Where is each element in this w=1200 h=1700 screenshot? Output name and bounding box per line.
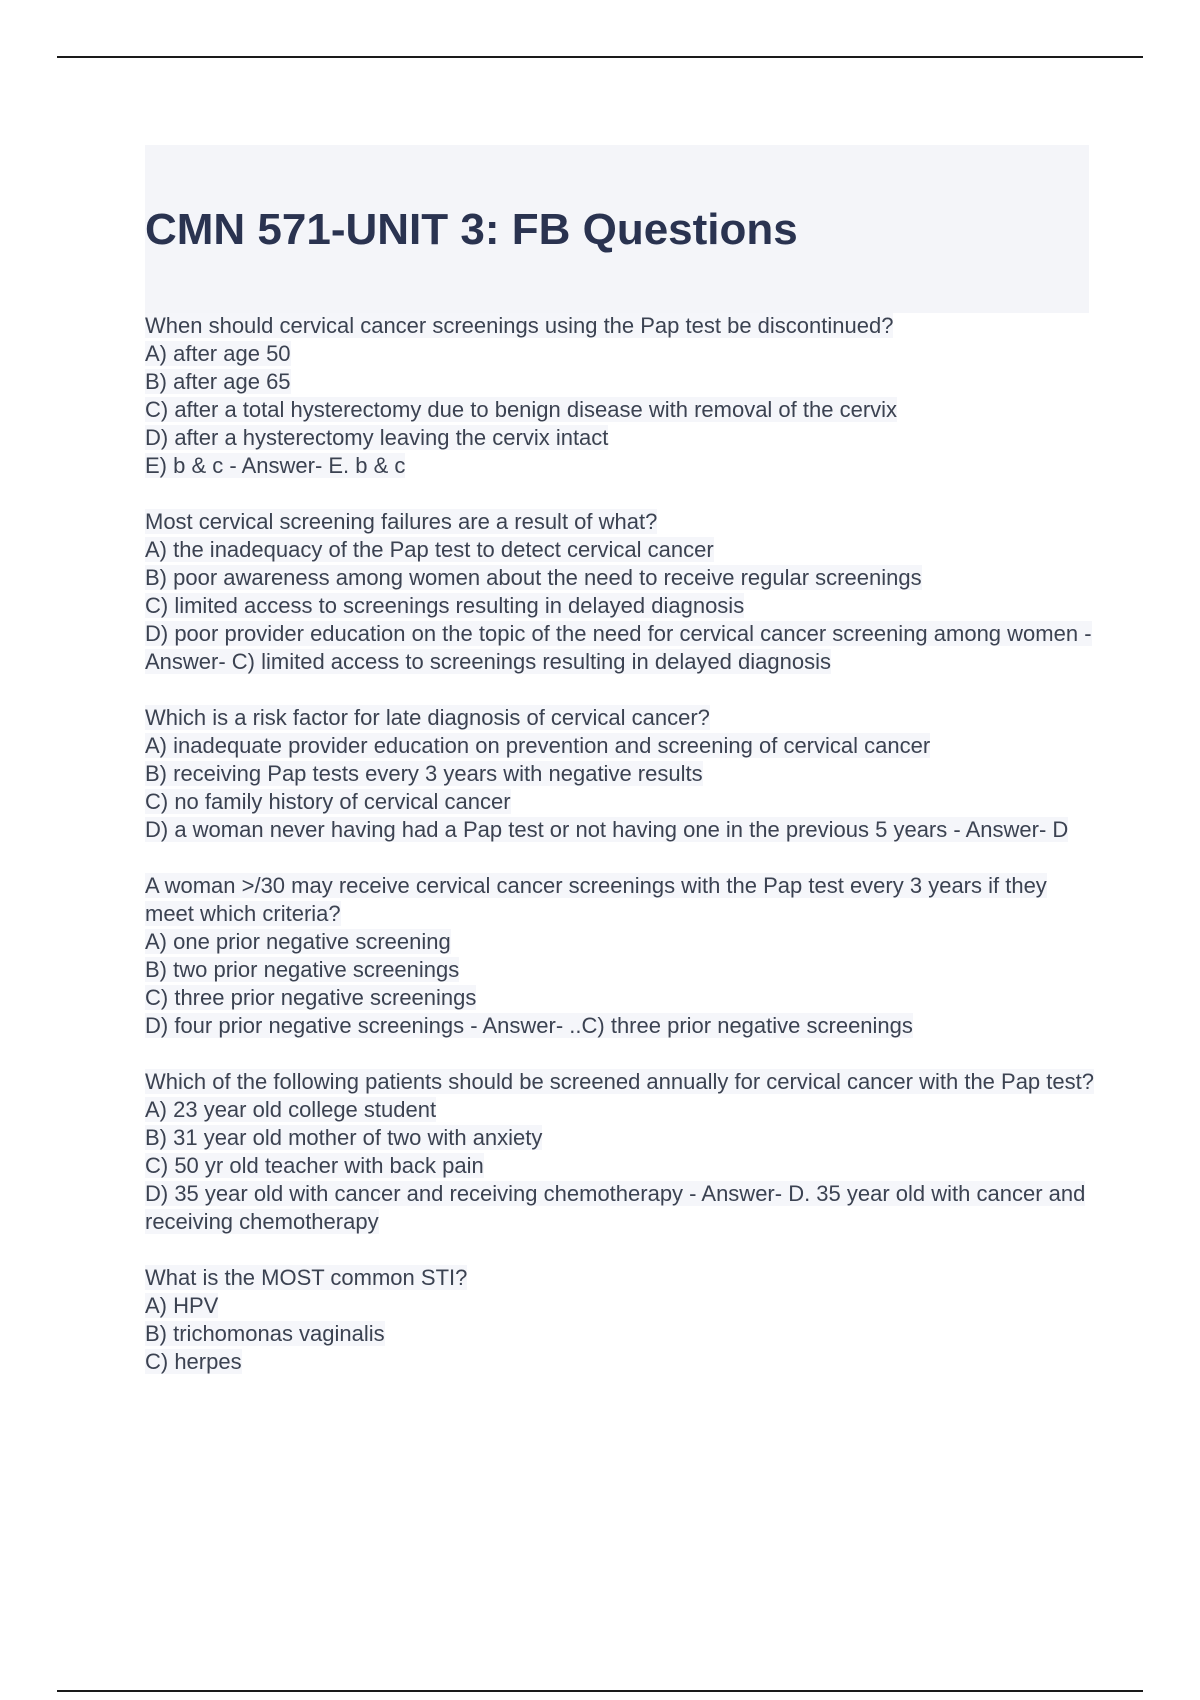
question-text: What is the MOST common STI? — [145, 1265, 468, 1290]
answer-option: D) four prior negative screenings - Answer- ..C) three prior negative screenings — [145, 1013, 913, 1038]
top-rule — [57, 56, 1143, 58]
bottom-rule — [57, 1690, 1143, 1692]
answer-option: D) 35 year old with cancer and receiving chemotherapy - Answer- D. 35 year old with cancer and receiving chemotherapy — [145, 1181, 1086, 1234]
question-text: Most cervical screening failures are a result of what? — [145, 509, 658, 534]
answer-option: C) herpes — [145, 1349, 242, 1374]
answer-option: A) inadequate provider education on prevention and screening of cervical cancer — [145, 733, 931, 758]
answer-option: A) 23 year old college student — [145, 1097, 437, 1122]
question-block — [145, 704, 1095, 844]
answer-option: A) the inadequacy of the Pap test to detect cervical cancer — [145, 537, 714, 562]
answer-option: B) 31 year old mother of two with anxiety — [145, 1125, 543, 1150]
question-block — [145, 1264, 1095, 1376]
question-text: Which of the following patients should be screened annually for cervical cancer with the Pap test? — [145, 1069, 1094, 1094]
question-block — [145, 1068, 1095, 1236]
answer-option: C) no family history of cervical cancer — [145, 789, 511, 814]
answer-option: A) after age 50 — [145, 341, 291, 366]
answer-option: A) one prior negative screening — [145, 929, 451, 954]
answer-option: D) a woman never having had a Pap test or not having one in the previous 5 years - Answer- D — [145, 817, 1069, 842]
question-text: Which is a risk factor for late diagnosis of cervical cancer? — [145, 705, 710, 730]
answer-option: B) two prior negative screenings — [145, 957, 460, 982]
answer-option: C) limited access to screenings resulting in delayed diagnosis — [145, 593, 745, 618]
answer-option: C) three prior negative screenings — [145, 985, 477, 1010]
answer-option: B) trichomonas vaginalis — [145, 1321, 385, 1346]
answer-option: D) after a hysterectomy leaving the cervix intact — [145, 425, 609, 450]
questions-list — [145, 312, 1095, 1404]
question-block — [145, 872, 1095, 1040]
question-text: A woman >/30 may receive cervical cancer screenings with the Pap test every 3 years if they meet which criteria? — [145, 873, 1047, 926]
question-block — [145, 312, 1095, 480]
answer-option: A) HPV — [145, 1293, 219, 1318]
question-text: When should cervical cancer screenings using the Pap test be discontinued? — [145, 313, 894, 338]
answer-option: B) receiving Pap tests every 3 years with negative results — [145, 761, 703, 786]
answer-option: C) 50 yr old teacher with back pain — [145, 1153, 484, 1178]
answer-option: E) b & c - Answer- E. b & c — [145, 453, 406, 478]
answer-option: B) poor awareness among women about the need to receive regular screenings — [145, 565, 922, 590]
answer-option: C) after a total hysterectomy due to benign disease with removal of the cervix — [145, 397, 898, 422]
page-title: CMN 571-UNIT 3: FB Questions — [145, 205, 798, 254]
answer-option: D) poor provider education on the topic of the need for cervical cancer screening among women - Answer- C) limited access to screenings resulting in delayed diagnosis — [145, 621, 1092, 674]
question-block — [145, 508, 1095, 676]
answer-option: B) after age 65 — [145, 369, 291, 394]
